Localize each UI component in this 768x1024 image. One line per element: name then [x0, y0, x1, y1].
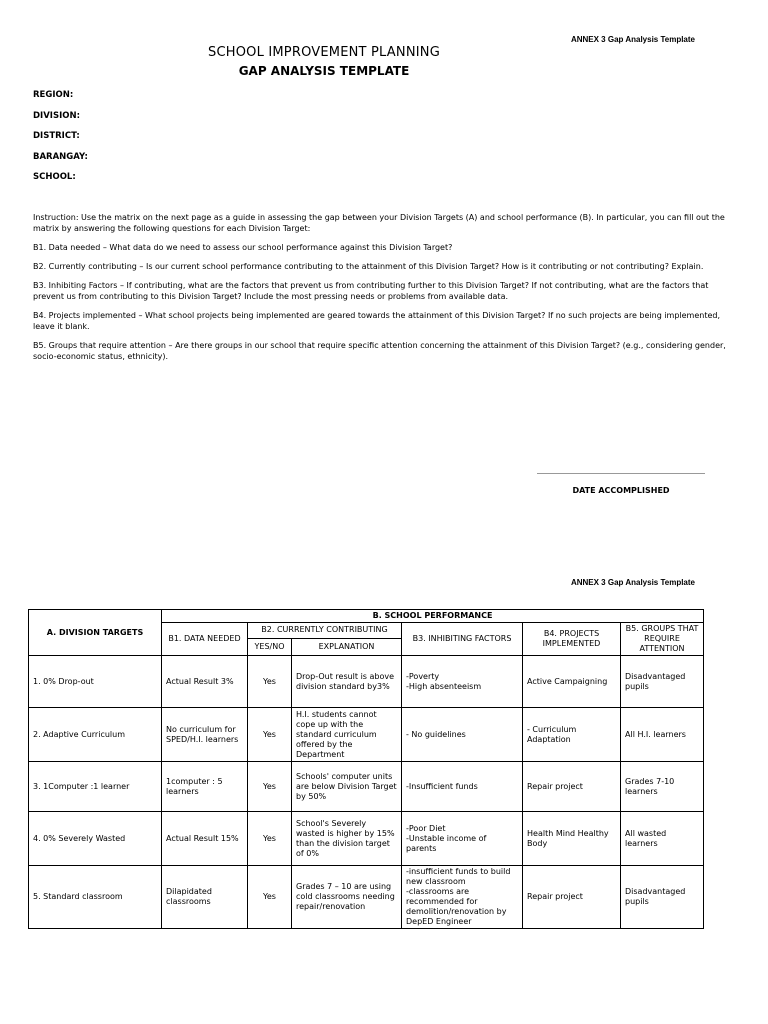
gap-analysis-table: [28, 609, 704, 929]
instruction-b3: B3. Inhibiting Factors – If contributing, what are the factors that prevent us from contributing further to this Division Target? If not contributing, what are the factors that prevent us from contributing to this Division Target? Include the most pressing needs or problems from available data.: [33, 281, 709, 301]
instruction-b4: B4. Projects implemented – What school projects being implemented are geared towards the attainment of this Division Target? If no such projects are being implemented, leave it blank.: [33, 311, 721, 331]
instruction-b2: B2. Currently contributing – Is our current school performance contributing to the attainment of this Division Target? How is it contributing or not contributing? Explain.: [33, 262, 704, 271]
data-needed-cell: Actual Result 3%: [162, 656, 248, 708]
school-info-fields: [33, 90, 88, 193]
division-target-cell: 4. 0% Severely Wasted: [29, 812, 162, 866]
instruction-b1: B1. Data needed – What data do we need to assess our school performance against this Division Target?: [33, 243, 453, 252]
yes-no-cell: Yes: [248, 762, 292, 812]
table-row: [29, 762, 704, 812]
explanation-cell: Schools' computer units are below Division Target by 50%: [292, 762, 402, 812]
table-row: [29, 812, 704, 866]
district-label: DISTRICT:: [33, 131, 80, 141]
annex-label: ANNEX 3 Gap Analysis Template: [570, 35, 695, 44]
projects-cell: - Curriculum Adaptation: [523, 708, 621, 762]
currently-contributing-header: B2. CURRENTLY CONTRIBUTING: [248, 623, 402, 639]
instructions: [33, 212, 737, 370]
inhibiting-factors-cell: -Poor Diet -Unstable income of parents: [402, 812, 523, 866]
data-needed-header: B1. DATA NEEDED: [162, 623, 248, 656]
yes-no-cell: Yes: [248, 866, 292, 929]
groups-cell: All H.I. learners: [621, 708, 704, 762]
document-title: SCHOOL IMPROVEMENT PLANNING: [208, 45, 440, 60]
inhibiting-factors-cell: -Poverty -High absenteeism: [402, 656, 523, 708]
school-label: SCHOOL:: [33, 172, 76, 182]
instruction-b5: B5. Groups that require attention – Are there groups in our school that require specific attention concerning the attainment of this Division Target? (e.g., considering gender, socio-economic status, ethnicity).: [33, 341, 726, 361]
signature-line: [537, 473, 705, 474]
yes-no-cell: Yes: [248, 656, 292, 708]
inhibiting-factors-cell: -insufficient funds to build new classroom -classrooms are recommended for demolition/renovation by DepED Engineer: [402, 866, 523, 929]
projects-cell: Active Campaigning: [523, 656, 621, 708]
yes-no-header: YES/NO: [248, 638, 292, 655]
table-row: [29, 866, 704, 929]
inhibiting-factors-cell: - No guidelines: [402, 708, 523, 762]
region-label: REGION:: [33, 90, 74, 100]
data-needed-cell: Actual Result 15%: [162, 812, 248, 866]
explanation-header: EXPLANATION: [292, 638, 402, 655]
groups-cell: Disadvantaged pupils: [621, 866, 704, 929]
projects-cell: Health Mind Healthy Body: [523, 812, 621, 866]
groups-cell: Disadvantaged pupils: [621, 656, 704, 708]
groups-cell: Grades 7-10 learners: [621, 762, 704, 812]
division-target-cell: 3. 1Computer :1 learner: [29, 762, 162, 812]
projects-cell: Repair project: [523, 866, 621, 929]
explanation-cell: Grades 7 – 10 are using cold classrooms needing repair/renovation: [292, 866, 402, 929]
division-target-cell: 2. Adaptive Curriculum: [29, 708, 162, 762]
data-needed-cell: 1computer : 5 learners: [162, 762, 248, 812]
division-targets-header: A. DIVISION TARGETS: [29, 610, 162, 656]
date-accomplished-label: DATE ACCOMPLISHED: [572, 486, 670, 495]
division-target-cell: 5. Standard classroom: [29, 866, 162, 929]
yes-no-cell: Yes: [248, 708, 292, 762]
projects-implemented-header: B4. PROJECTS IMPLEMENTED: [523, 623, 621, 656]
division-target-cell: 1. 0% Drop-out: [29, 656, 162, 708]
instruction-intro: Instruction: Use the matrix on the next page as a guide in assessing the gap between your Division Targets (A) and school performance (B). In particular, you can fill out the matrix by answering the following questions for each Division Target:: [33, 213, 725, 233]
groups-attention-header: B5. GROUPS THAT REQUIRE ATTENTION: [621, 623, 704, 656]
yes-no-cell: Yes: [248, 812, 292, 866]
annex-label-page2: ANNEX 3 Gap Analysis Template: [570, 578, 695, 587]
data-needed-cell: No curriculum for SPED/H.I. learners: [162, 708, 248, 762]
inhibiting-factors-header: B3. INHIBITING FACTORS: [402, 623, 523, 656]
division-label: DIVISION:: [33, 110, 80, 121]
explanation-cell: H.I. students cannot cope up with the standard curriculum offered by the Department: [292, 708, 402, 762]
explanation-cell: Drop-Out result is above division standard by3%: [292, 656, 402, 708]
groups-cell: All wasted learners: [621, 812, 704, 866]
document-subtitle: GAP ANALYSIS TEMPLATE: [238, 64, 410, 78]
data-needed-cell: Dilapidated classrooms: [162, 866, 248, 929]
inhibiting-factors-cell: -Insufficient funds: [402, 762, 523, 812]
table-row: [29, 656, 704, 708]
projects-cell: Repair project: [523, 762, 621, 812]
explanation-cell: School's Severely wasted is higher by 15% than the division target of 0%: [292, 812, 402, 866]
table-row: [29, 708, 704, 762]
school-performance-header: B. SCHOOL PERFORMANCE: [162, 610, 704, 623]
barangay-label: BARANGAY:: [33, 151, 88, 162]
